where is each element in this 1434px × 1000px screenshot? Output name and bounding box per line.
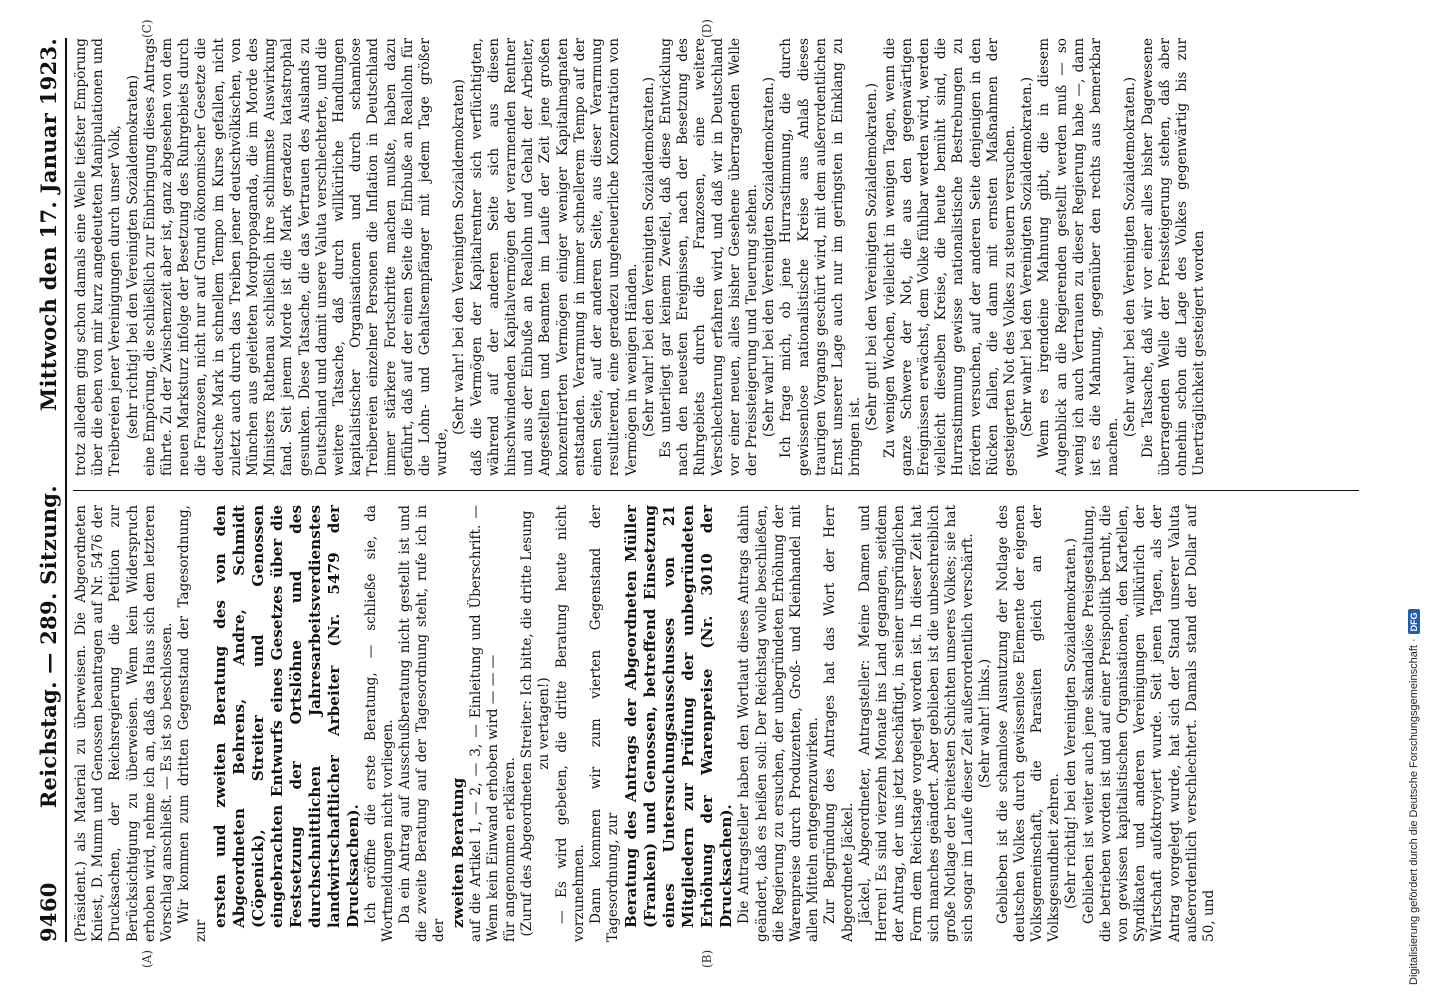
session-date: Mittwoch den 17. Januar 1923. — [36, 38, 61, 412]
interjection: (Sehr wahr! bei den Vereinigten Sozialdemokraten) — [451, 79, 468, 435]
paragraph: Da ein Antrag auf Ausschußberatung nicht gestellt ist und die zweite Beratung auf der Tagesordnung steht, rufe ich in der — [397, 505, 448, 942]
paragraph: — Es wird gebeten, die dritte Beratung heute nicht vorzunehmen. — [553, 505, 587, 942]
paragraph: Ich frage mich, ob jene Hurrastimmung, die durch gewissenlose nationalistische Kreise aus Anlaß dieses traurigen Vorgangs geschürt wird, mit dem außerordentlichen Ernst unserer Lage auch nur im geringsten in Einklang zu bringen ist. — [778, 38, 864, 476]
interjection: (Sehr richtig! bei den Vereinigten Sozialdemokraten.) — [1063, 538, 1080, 909]
interjection: (Zuruf des Abgeordneten Streiter: Ich bitte, die dritte Lesung zu vertagen!) — [519, 510, 553, 937]
interjection: (Sehr gut! bei den Vereinigten Sozialdemokraten.) — [864, 82, 881, 432]
margin-mark-d: (D) — [700, 19, 714, 38]
digitization-note — [1406, 0, 1428, 1000]
paragraph: Geblieben ist weiter auch jene skandalöse Preisgestaltung, die betrieben worden ist und auf einer Preispolitik beruht, die von gewissen kapitalistischen Organisationen, den Kartellen, Syndikaten und anderen Vereinigungen willkürlich der Wirtschaft aufoktroyiert wurde. Seit jenen Tagen, als der Antrag vorgelegt wurde, hat sich der Stand unserer Valuta außerordentlich verschlechtert. Damals stand der Dollar auf 50, und — [1080, 505, 1217, 942]
paragraph: trotz alledem ging schon damals eine Welle tiefster Empörung über die eben von mir kurz angedeuteten Manipulationen und Treibereien jener Vereinigungen durch unser Volk, — [73, 38, 124, 476]
paragraph: Zu wenigen Wochen, vielleicht in wenigen Tagen, wenn die ganze Schwere der Not, die aus den gegenwärtigen Ereignissen erwächst, dem Volke fühlbar werden wird, werden vielleicht dieselben Kreise, die heute bemüht sind, die Hurrastimmung gewisse nationalistische Bestrebungen zu fördern versuchen, auf der anderen Seite denjenigen in den Rücken fallen, die dann mit ernsten Maßnahmen der gesteigerten Not des Volkes zu steuern versuchen. — [881, 38, 1018, 476]
dfg-logo: DFG — [1408, 609, 1420, 634]
agenda-heading: ersten und zweiten Beratung des von den Abgeordneten Behrens, Andre, Schmidt (Cöpenick), Streiter und Genossen eingebrachten Entwurfs eines Gesetzes über die Festsetzung der Ortslöhne und des durchschnittlichen Jahresarbeitsverdienstes landwirtschaftlicher Arbeiter (Nr. 5479 der Drucksachen). — [210, 505, 362, 928]
paragraph: Es unterliegt gar keinem Zweifel, daß diese Entwicklung nach den neuesten Ereignissen, nach der Besetzung des Ruhrgebiets durch die Franzosen, eine weitere Verschlechterung erfahren wird, und daß wir in Deutschland vor einer neuen, alles bisher Gesehene überragenden Welle der Preissteigerung und Teuerung stehen. — [657, 38, 760, 476]
interjection: (Sehr wahr! bei den Vereinigten Sozialdemokraten.) — [640, 76, 657, 438]
paragraph: (Präsident.) als Material zu überweisen. Die Abgeordneten Kniest, D. Mumm und Genossen beantragen auf Nr. 5476 der Drucksachen, der Reichsregierung die Petition zur Berücksichtigung zu überweisen. Wenn kein Widerspruch erhoben wird, nehme ich an, daß das Haus sich dem letzteren Vorschlag anschließt. — Es ist so beschlossen. — [73, 505, 176, 942]
margin-mark-b: (B) — [700, 949, 714, 968]
left-column — [73, 490, 1359, 942]
paragraph: Ich eröffne die erste Beratung, — schließe sie, da Wortmeldungen nicht vorliegen. — [362, 505, 396, 942]
interjection: (Sehr wahr! links.) — [977, 658, 994, 789]
agenda-heading: zweiten Beratung — [448, 777, 467, 928]
interjection: (Sehr wahr! bei den Vereinigten Sozialdemokraten.) — [761, 76, 778, 438]
paragraph: Die Tatsache, daß wir vor einer alles bisher Dagewesene überragenden Welle der Preissteigerung stehen, daß aber ohnehin schon die Lage des Volkes gegenwärtig bis zur Unerträglichkeit gesteigert worden — [1139, 38, 1208, 476]
session-title: Reichstag. — 289. Sitzung. — [36, 485, 61, 809]
paragraph: Dann kommen wir zum vierten Gegenstand der Tagesordnung, zur — [588, 505, 622, 942]
margin-mark-a: (A) — [140, 949, 154, 968]
paragraph: daß die Vermögen der Kapitalrentner sich verflüchtigten, während auf der anderen Seite sich aus diesen hinschwindenden Kapitalvermögen der verarmenden Rentner und aus der Einbuße an Reallohn und Gehalt der Arbeiter, Angestellten und Beamten im Laufe der Zeit jene großen konzentrierten Vermögen einiger weniger Kapitalmagnaten entstanden. Verarmung in immer schnellerem Tempo auf der einen Seite, auf der anderen Seite, aus dieser Verarmung resultierend, eine geradezu ungeheuerliche Konzentration von Vermögen in wenigen Händen. — [468, 38, 640, 476]
interjection: (Sehr wahr! bei den Vereinigten Sozialdemokraten.) — [1122, 76, 1139, 438]
paragraph: Die Antragsteller haben den Wortlaut dieses Antrags dahin geändert, daß es heißen soll: Der Reichstag wolle beschließen, die Regierung zu ersuchen, der unbegründeten Erhöhung der Warenpreise durch Produzenten, Groß- und Kleinhandel mit allen Mitteln entgegenzuwirken. — [736, 505, 822, 942]
paragraph: Geblieben ist die schamlose Ausnutzung der Notlage des deutschen Volkes durch gewissenlose Elemente der eigenen Volksgemeinschaft, die Parasiten gleich an der Volksgesundheit zehren. — [994, 505, 1063, 942]
interjection: (sehr richtig! bei den Vereinigten Sozialdemokraten) — [124, 74, 141, 440]
agenda-heading: Beratung des Antrags der Abgeordneten Müller (Franken) und Genossen, betreffend Einsetzung eines Untersuchungsausschusses von 21 Mitgliedern zur Prüfung der unbegründeten Erhöhung der Warenpreise (Nr. 3010 der Drucksachen). — [622, 505, 736, 928]
paragraph: für angenommen erklären. — [502, 757, 519, 942]
interjection: (Sehr wahr! bei den Vereinigten Sozialdemokraten.) — [1019, 76, 1036, 438]
page-number: 9460 — [36, 882, 61, 942]
paragraph: Wir kommen zum dritten Gegenstand der Tagesordnung, zur — [176, 505, 210, 942]
text-columns — [73, 38, 1359, 942]
paragraph: Zur Begründung des Antrages hat das Wort der Herr Abgeordnete Jäckel. — [822, 505, 856, 942]
margin-mark-c: (C) — [140, 19, 154, 38]
speech-paragraph: Jäckel, Abgeordneter, Antragsteller: Meine Damen und Herren! Es sind vierzehn Monate ins Land gegangen, seitdem der Antrag, der uns jetzt beschäftigt, in seiner ursprünglichen Form dem Reichstage vorgelegt worden ist. In dieser Zeit hat sich manches geändert. Aber geblieben ist die unbeschreiblich große Notlage der breitesten Schichten unseres Volkes; sie hat sich sogar im Laufe dieser Zeit außerordentlich verschärft. — [856, 505, 977, 942]
paragraph: Wenn es irgendeine Mahnung gibt, die in diesem Augenblick an die Regierenden gestellt werden muß — so wenig ich auch Vertrauen zu dieser Regierung habe —, dann ist es die Mahnung, gegenüber den rechts aus bemerkbar machen. — [1036, 38, 1122, 476]
page-header — [36, 38, 67, 942]
right-column — [73, 38, 1359, 490]
funding-note: Digitalisierung gefördert durch die Deutsche Forschungsgemeinschaft · — [1408, 638, 1420, 985]
paragraph: auf die Artikel 1, — 2, — 3, — Einleitung und Überschrift. — Wenn kein Einwand erhoben wird — — — — [467, 505, 501, 942]
paragraph: eine Empörung, die schließlich zur Einbringung dieses Antrags führte. Zu der Zwischenzeit aber ist, ganz abgesehen von dem neuen Marksturz infolge der Besetzung des Ruhrgebiets durch die Franzosen, nicht nur auf Grund ökonomischer Gesetze die deutsche Mark in schnellem Tempo im Kurse gefallen, nicht zuletzt auch durch das Treiben jener deutschvölkischen, von München aus geleiteten Mordpropaganda, die im Morde des Ministers Rathenau schließlich ihre schlimmste Auswirkung fand. Seit jenem Morde ist die Mark geradezu katastrophal gesunken. Diese Tatsache, die das Vertrauen des Auslands zu Deutschland und damit unsere Valuta verschlechterte, und die weitere Tatsache, daß durch willkürliche Handlungen kapitalistischer Organisationen und durch schamlose Treibereien einzelner Personen die Inflation in Deutschland immer stärkere Fortschritte machen mußte, haben dazu geführt, daß auf der einen Seite die Einbuße an Reallohn für die Lohn- und Gehaltsempfänger mit jedem Tage größer wurde, — [141, 38, 451, 476]
